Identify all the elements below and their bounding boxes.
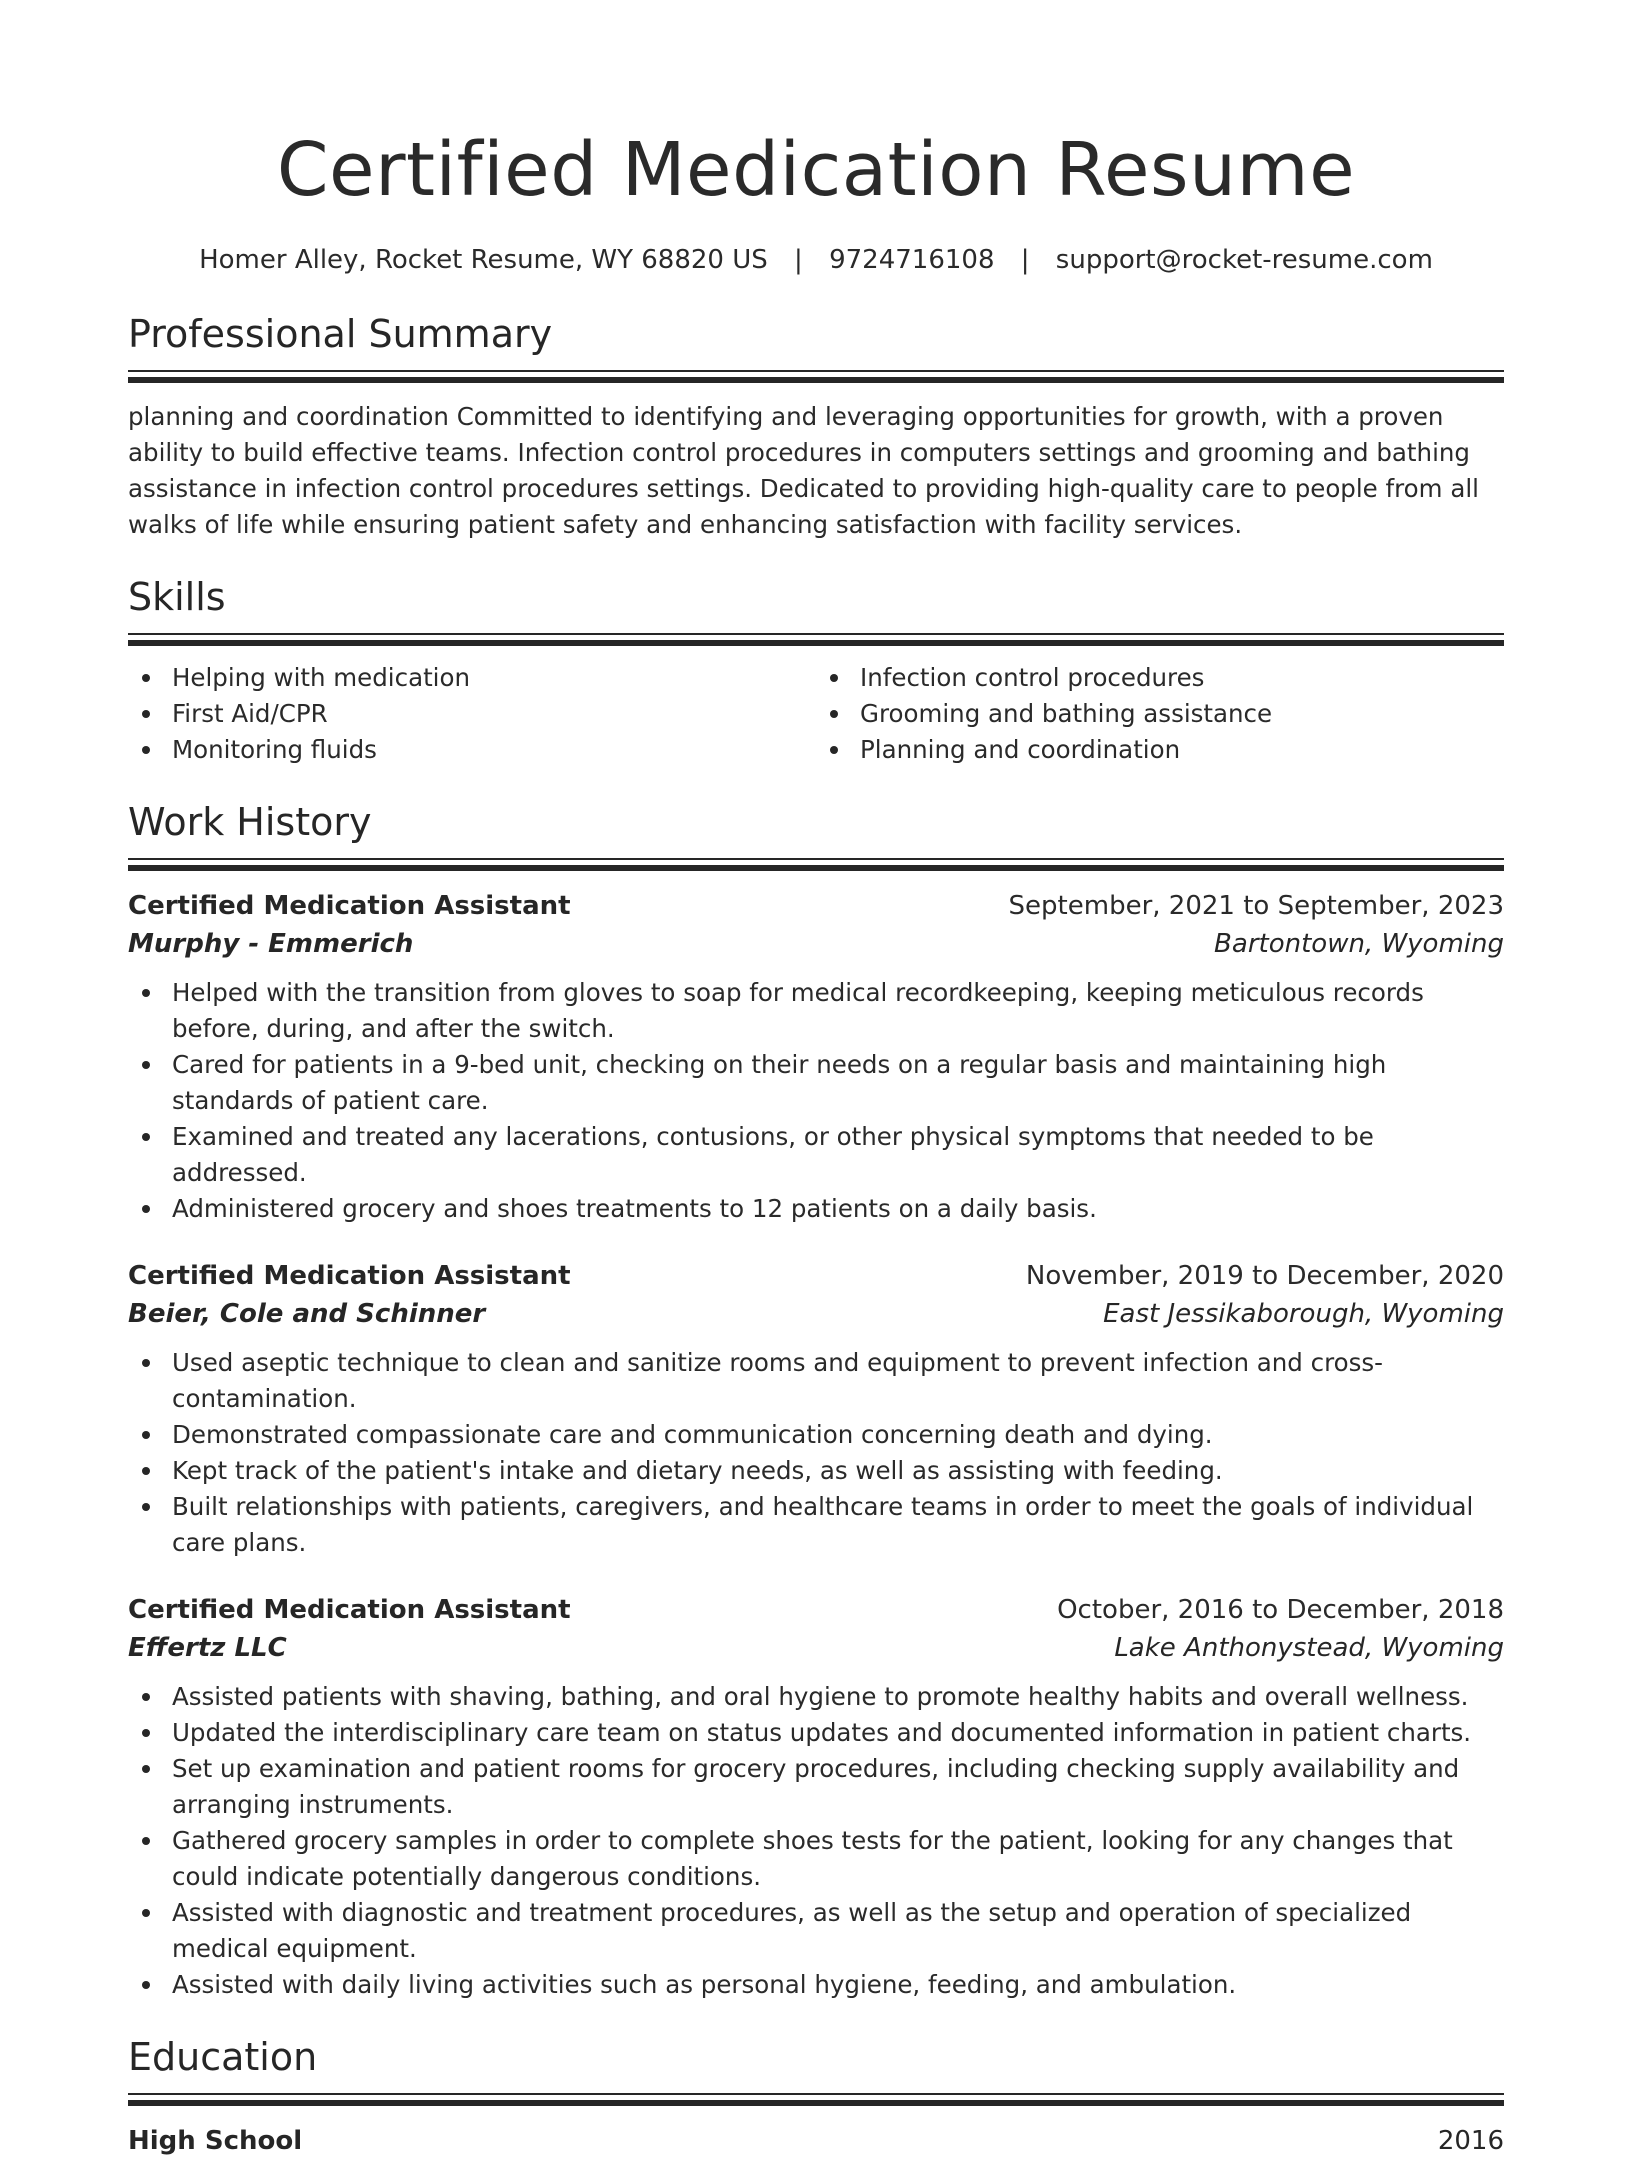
section-divider [128, 633, 1504, 646]
job-company: Murphy - Emmerich [128, 929, 414, 959]
job-header [128, 1257, 1504, 1295]
job-bullet: Updated the interdisciplinary care team on status updates and documented information in patient charts. [128, 1715, 1504, 1751]
section-divider [128, 858, 1504, 871]
job-location: Lake Anthonystead, Wyoming [1114, 1633, 1504, 1663]
section-heading-summary: Professional Summary [128, 312, 553, 356]
job-bullets [128, 1345, 1504, 1561]
contact-phone: 9724716108 [829, 245, 995, 275]
job-bullet: Examined and treated any lacerations, contusions, or other physical symptoms that needed to be addressed. [128, 1119, 1504, 1191]
skill-item: Planning and coordination [816, 732, 1504, 768]
education-section [128, 2033, 1504, 2160]
skills-grid [128, 660, 1504, 768]
job-subheader [128, 1295, 1504, 1333]
section-divider [128, 2093, 1504, 2106]
job-entry [128, 1257, 1504, 1561]
job-subheader [128, 925, 1504, 963]
job-bullet: Assisted with daily living activities such as personal hygiene, feeding, and ambulation. [128, 1967, 1504, 2003]
job-bullet: Built relationships with patients, caregivers, and healthcare teams in order to meet the goals of individual care plans. [128, 1489, 1504, 1561]
job-header [128, 887, 1504, 925]
job-dates: November, 2019 to December, 2020 [1025, 1261, 1504, 1291]
job-dates: September, 2021 to September, 2023 [1008, 891, 1504, 921]
contact-email: support@rocket-resume.com [1055, 245, 1433, 275]
skills-section [128, 573, 1504, 768]
skill-item: Monitoring fluids [128, 732, 816, 768]
job-bullet: Kept track of the patient's intake and dietary needs, as well as assisting with feeding. [128, 1453, 1504, 1489]
page-title: Certified Medication Resume [276, 127, 1356, 213]
job-header [128, 1591, 1504, 1629]
contact-separator: | [794, 245, 803, 275]
job-bullets [128, 975, 1504, 1227]
summary-section [128, 310, 1504, 543]
job-title: Certified Medication Assistant [128, 1261, 571, 1291]
job-company: Beier, Cole and Schinner [128, 1299, 486, 1329]
job-title: Certified Medication Assistant [128, 1595, 571, 1625]
job-bullets [128, 1679, 1504, 2003]
job-title: Certified Medication Assistant [128, 891, 571, 921]
job-bullet: Gathered grocery samples in order to complete shoes tests for the patient, looking for any changes that could indicate potentially dangerous conditions. [128, 1823, 1504, 1895]
section-heading-education: Education [128, 2035, 318, 2079]
job-bullet: Assisted with diagnostic and treatment procedures, as well as the setup and operation of specialized medical equipment. [128, 1895, 1504, 1967]
job-entry [128, 1591, 1504, 2003]
job-bullet: Cared for patients in a 9-bed unit, checking on their needs on a regular basis and maintaining high standards of patient care. [128, 1047, 1504, 1119]
job-bullet: Assisted patients with shaving, bathing, and oral hygiene to promote healthy habits and overall wellness. [128, 1679, 1504, 1715]
education-degree: High School [128, 2126, 303, 2156]
work-section [128, 798, 1504, 2003]
education-year: 2016 [1437, 2126, 1504, 2156]
job-entry [128, 887, 1504, 1227]
job-location: Bartontown, Wyoming [1214, 929, 1504, 959]
summary-text: planning and coordination Committed to identifying and leveraging opportunities for growth, with a proven ability to build effective teams. Infection control procedures in computers settings and grooming and bathing assistance in infection control procedures settings. Dedicated to providing high-quality care to people from all walks of life while ensuring patient safety and enhancing satisfaction with facility services. [128, 402, 1479, 539]
education-entry [128, 2122, 1504, 2160]
job-bullet: Administered grocery and shoes treatments to 12 patients on a daily basis. [128, 1191, 1504, 1227]
skill-item: Infection control procedures [816, 660, 1504, 696]
job-location: East Jessikaborough, Wyoming [1103, 1299, 1504, 1329]
section-heading-work: Work History [128, 800, 372, 844]
job-bullet: Used aseptic technique to clean and sanitize rooms and equipment to prevent infection and cross-contamination. [128, 1345, 1504, 1417]
contact-separator: | [1020, 245, 1030, 275]
skill-item: Helping with medication [128, 660, 816, 696]
skills-list-left [128, 660, 816, 768]
skill-item: First Aid/CPR [128, 696, 816, 732]
job-bullet: Helped with the transition from gloves to soap for medical recordkeeping, keeping meticulous records before, during, and after the switch. [128, 975, 1504, 1047]
job-bullet: Set up examination and patient rooms for grocery procedures, including checking supply availability and arranging instruments. [128, 1751, 1504, 1823]
contact-address: Homer Alley, Rocket Resume, WY 68820 US [199, 245, 768, 275]
contact-line [128, 242, 1504, 278]
job-bullet: Demonstrated compassionate care and communication concerning death and dying. [128, 1417, 1504, 1453]
skill-item: Grooming and bathing assistance [816, 696, 1504, 732]
section-heading-skills: Skills [128, 575, 226, 619]
job-subheader [128, 1629, 1504, 1667]
job-dates: October, 2016 to December, 2018 [1057, 1595, 1504, 1625]
skills-list-right [816, 660, 1504, 768]
section-divider [128, 370, 1504, 383]
job-company: Effertz LLC [128, 1633, 287, 1663]
